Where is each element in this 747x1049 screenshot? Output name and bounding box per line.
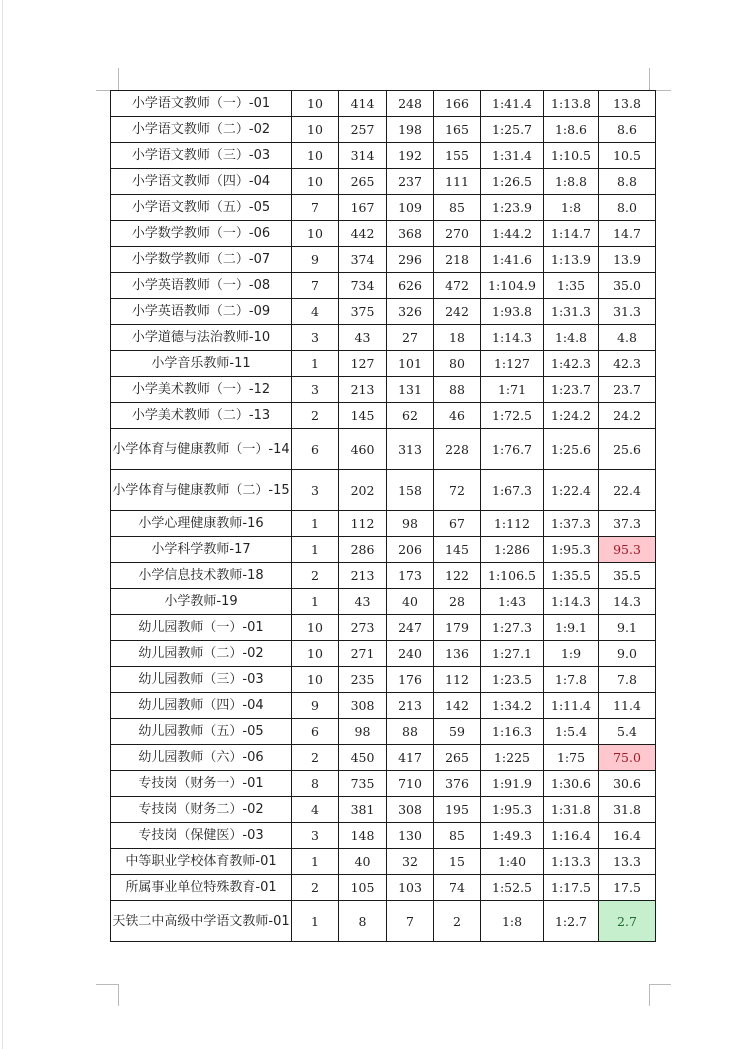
crop-mark-bottom-right-v [649, 984, 650, 1006]
quota-cell: 9 [292, 693, 339, 719]
table-row [111, 537, 656, 563]
applicants-cell: 148 [339, 823, 387, 849]
paid-cell: 376 [434, 771, 481, 797]
apply-ratio-cell: 1:27.1 [481, 641, 544, 667]
paid-ratio-cell: 1:22.4 [544, 470, 599, 511]
crop-mark-top-left-v [118, 68, 119, 90]
crop-mark-top-right-v [649, 68, 650, 90]
apply-ratio-cell: 1:14.3 [481, 325, 544, 351]
applicants-cell: 414 [339, 91, 387, 117]
passed-review-cell: 7 [387, 901, 434, 942]
competition-cell: 16.4 [599, 823, 656, 849]
competition-cell: 14.7 [599, 221, 656, 247]
table-row [111, 693, 656, 719]
applicants-cell: 286 [339, 537, 387, 563]
passed-review-cell: 176 [387, 667, 434, 693]
competition-cell: 14.3 [599, 589, 656, 615]
passed-review-cell: 32 [387, 849, 434, 875]
passed-review-cell: 109 [387, 195, 434, 221]
applicants-cell: 381 [339, 797, 387, 823]
apply-ratio-cell: 1:93.8 [481, 299, 544, 325]
apply-ratio-cell: 1:286 [481, 537, 544, 563]
applicants-cell: 271 [339, 641, 387, 667]
paid-ratio-cell: 1:14.3 [544, 589, 599, 615]
table-row [111, 901, 656, 942]
paid-cell: 74 [434, 875, 481, 901]
passed-review-cell: 98 [387, 511, 434, 537]
competition-cell: 30.6 [599, 771, 656, 797]
position-name-cell: 小学科学教师-17 [111, 537, 292, 563]
apply-ratio-cell: 1:127 [481, 351, 544, 377]
paid-cell: 228 [434, 429, 481, 470]
apply-ratio-cell: 1:34.2 [481, 693, 544, 719]
passed-review-cell: 710 [387, 771, 434, 797]
apply-ratio-cell: 1:41.6 [481, 247, 544, 273]
passed-review-cell: 88 [387, 719, 434, 745]
page-edge [2, 0, 3, 1049]
applicants-cell: 374 [339, 247, 387, 273]
position-name-cell: 幼儿园教师（二）-02 [111, 641, 292, 667]
paid-ratio-cell: 1:9 [544, 641, 599, 667]
crop-mark-bottom-left-h [96, 984, 118, 985]
paid-cell: 18 [434, 325, 481, 351]
apply-ratio-cell: 1:104.9 [481, 273, 544, 299]
quota-cell: 1 [292, 589, 339, 615]
apply-ratio-cell: 1:23.5 [481, 667, 544, 693]
competition-cell: 8.0 [599, 195, 656, 221]
table-row [111, 470, 656, 511]
passed-review-cell: 101 [387, 351, 434, 377]
passed-review-cell: 368 [387, 221, 434, 247]
competition-cell: 9.0 [599, 641, 656, 667]
paid-ratio-cell: 1:11.4 [544, 693, 599, 719]
passed-review-cell: 131 [387, 377, 434, 403]
paid-cell: 242 [434, 299, 481, 325]
applicants-cell: 202 [339, 470, 387, 511]
paid-cell: 179 [434, 615, 481, 641]
competition-cell: 17.5 [599, 875, 656, 901]
quota-cell: 2 [292, 563, 339, 589]
competition-cell: 75.0 [599, 745, 656, 771]
competition-cell: 35.5 [599, 563, 656, 589]
paid-ratio-cell: 1:9.1 [544, 615, 599, 641]
apply-ratio-cell: 1:26.5 [481, 169, 544, 195]
paid-ratio-cell: 1:5.4 [544, 719, 599, 745]
position-name-cell: 幼儿园教师（一）-01 [111, 615, 292, 641]
applicants-cell: 127 [339, 351, 387, 377]
paid-cell: 218 [434, 247, 481, 273]
table-row [111, 247, 656, 273]
position-name-cell: 所属事业单位特殊教育-01 [111, 875, 292, 901]
paid-ratio-cell: 1:8.8 [544, 169, 599, 195]
paid-ratio-cell: 1:16.4 [544, 823, 599, 849]
competition-cell: 22.4 [599, 470, 656, 511]
position-name-cell: 小学语文教师（三）-03 [111, 143, 292, 169]
paid-ratio-cell: 1:25.6 [544, 429, 599, 470]
applicants-cell: 450 [339, 745, 387, 771]
competition-cell: 42.3 [599, 351, 656, 377]
paid-cell: 142 [434, 693, 481, 719]
passed-review-cell: 173 [387, 563, 434, 589]
passed-review-cell: 308 [387, 797, 434, 823]
apply-ratio-cell: 1:71 [481, 377, 544, 403]
paid-ratio-cell: 1:14.7 [544, 221, 599, 247]
quota-cell: 10 [292, 91, 339, 117]
position-name-cell: 幼儿园教师（四）-04 [111, 693, 292, 719]
table-row [111, 589, 656, 615]
paid-cell: 28 [434, 589, 481, 615]
table-row [111, 745, 656, 771]
paid-cell: 166 [434, 91, 481, 117]
applicants-cell: 460 [339, 429, 387, 470]
apply-ratio-cell: 1:25.7 [481, 117, 544, 143]
table-row [111, 667, 656, 693]
position-name-cell: 小学语文教师（四）-04 [111, 169, 292, 195]
apply-ratio-cell: 1:16.3 [481, 719, 544, 745]
competition-cell: 37.3 [599, 511, 656, 537]
paid-ratio-cell: 1:13.9 [544, 247, 599, 273]
table-row [111, 195, 656, 221]
apply-ratio-cell: 1:23.9 [481, 195, 544, 221]
passed-review-cell: 103 [387, 875, 434, 901]
quota-cell: 4 [292, 299, 339, 325]
applicants-cell: 257 [339, 117, 387, 143]
applicants-cell: 442 [339, 221, 387, 247]
passed-review-cell: 296 [387, 247, 434, 273]
passed-review-cell: 326 [387, 299, 434, 325]
competition-cell: 31.8 [599, 797, 656, 823]
paid-ratio-cell: 1:35.5 [544, 563, 599, 589]
quota-cell: 6 [292, 429, 339, 470]
paid-ratio-cell: 1:24.2 [544, 403, 599, 429]
paid-cell: 46 [434, 403, 481, 429]
passed-review-cell: 62 [387, 403, 434, 429]
paid-cell: 59 [434, 719, 481, 745]
quota-cell: 4 [292, 797, 339, 823]
table-row [111, 169, 656, 195]
crop-mark-bottom-left-v [118, 984, 119, 1006]
passed-review-cell: 417 [387, 745, 434, 771]
position-name-cell: 专技岗（财务一）-01 [111, 771, 292, 797]
competition-cell: 8.8 [599, 169, 656, 195]
apply-ratio-cell: 1:44.2 [481, 221, 544, 247]
table-row [111, 299, 656, 325]
position-name-cell: 幼儿园教师（三）-03 [111, 667, 292, 693]
quota-cell: 8 [292, 771, 339, 797]
paid-ratio-cell: 1:95.3 [544, 537, 599, 563]
paid-cell: 265 [434, 745, 481, 771]
apply-ratio-cell: 1:91.9 [481, 771, 544, 797]
table-row [111, 273, 656, 299]
applicants-cell: 98 [339, 719, 387, 745]
passed-review-cell: 313 [387, 429, 434, 470]
table-row [111, 875, 656, 901]
apply-ratio-cell: 1:95.3 [481, 797, 544, 823]
paid-ratio-cell: 1:13.3 [544, 849, 599, 875]
quota-cell: 7 [292, 273, 339, 299]
paid-ratio-cell: 1:31.3 [544, 299, 599, 325]
table-row [111, 771, 656, 797]
paid-cell: 67 [434, 511, 481, 537]
table-row [111, 377, 656, 403]
quota-cell: 10 [292, 117, 339, 143]
position-name-cell: 小学美术教师（二）-13 [111, 403, 292, 429]
applicants-cell: 145 [339, 403, 387, 429]
apply-ratio-cell: 1:40 [481, 849, 544, 875]
paid-cell: 88 [434, 377, 481, 403]
applicants-cell: 235 [339, 667, 387, 693]
position-name-cell: 小学道德与法治教师-10 [111, 325, 292, 351]
paid-cell: 270 [434, 221, 481, 247]
competition-cell: 35.0 [599, 273, 656, 299]
paid-cell: 80 [434, 351, 481, 377]
competition-cell: 10.5 [599, 143, 656, 169]
recruitment-ratio-table [110, 90, 656, 942]
position-name-cell: 小学语文教师（五）-05 [111, 195, 292, 221]
passed-review-cell: 248 [387, 91, 434, 117]
table-row [111, 429, 656, 470]
position-name-cell: 中等职业学校体育教师-01 [111, 849, 292, 875]
paid-ratio-cell: 1:17.5 [544, 875, 599, 901]
paid-ratio-cell: 1:2.7 [544, 901, 599, 942]
quota-cell: 3 [292, 377, 339, 403]
applicants-cell: 213 [339, 377, 387, 403]
paid-ratio-cell: 1:23.7 [544, 377, 599, 403]
competition-cell: 9.1 [599, 615, 656, 641]
apply-ratio-cell: 1:31.4 [481, 143, 544, 169]
quota-cell: 1 [292, 901, 339, 942]
competition-cell: 25.6 [599, 429, 656, 470]
position-name-cell: 天铁二中高级中学语文教师-01 [111, 901, 292, 942]
applicants-cell: 8 [339, 901, 387, 942]
competition-cell: 4.8 [599, 325, 656, 351]
passed-review-cell: 240 [387, 641, 434, 667]
position-name-cell: 专技岗（财务二）-02 [111, 797, 292, 823]
table-row [111, 849, 656, 875]
applicants-cell: 105 [339, 875, 387, 901]
paid-cell: 72 [434, 470, 481, 511]
applicants-cell: 375 [339, 299, 387, 325]
table-row [111, 563, 656, 589]
apply-ratio-cell: 1:72.5 [481, 403, 544, 429]
position-name-cell: 小学信息技术教师-18 [111, 563, 292, 589]
competition-cell: 2.7 [599, 901, 656, 942]
paid-cell: 155 [434, 143, 481, 169]
competition-cell: 13.8 [599, 91, 656, 117]
paid-ratio-cell: 1:75 [544, 745, 599, 771]
apply-ratio-cell: 1:67.3 [481, 470, 544, 511]
applicants-cell: 308 [339, 693, 387, 719]
quota-cell: 3 [292, 823, 339, 849]
crop-mark-bottom-right-h [649, 984, 671, 985]
position-name-cell: 幼儿园教师（五）-05 [111, 719, 292, 745]
quota-cell: 1 [292, 511, 339, 537]
passed-review-cell: 158 [387, 470, 434, 511]
quota-cell: 2 [292, 745, 339, 771]
applicants-cell: 167 [339, 195, 387, 221]
competition-cell: 13.3 [599, 849, 656, 875]
quota-cell: 1 [292, 849, 339, 875]
competition-cell: 23.7 [599, 377, 656, 403]
apply-ratio-cell: 1:41.4 [481, 91, 544, 117]
passed-review-cell: 27 [387, 325, 434, 351]
passed-review-cell: 247 [387, 615, 434, 641]
paid-cell: 85 [434, 823, 481, 849]
position-name-cell: 小学心理健康教师-16 [111, 511, 292, 537]
apply-ratio-cell: 1:27.3 [481, 615, 544, 641]
quota-cell: 10 [292, 143, 339, 169]
paid-ratio-cell: 1:42.3 [544, 351, 599, 377]
position-name-cell: 小学英语教师（二）-09 [111, 299, 292, 325]
table-row [111, 91, 656, 117]
table-row [111, 797, 656, 823]
passed-review-cell: 213 [387, 693, 434, 719]
paid-cell: 145 [434, 537, 481, 563]
applicants-cell: 112 [339, 511, 387, 537]
paid-cell: 136 [434, 641, 481, 667]
table-row [111, 325, 656, 351]
quota-cell: 9 [292, 247, 339, 273]
quota-cell: 3 [292, 470, 339, 511]
table-row [111, 641, 656, 667]
quota-cell: 10 [292, 221, 339, 247]
competition-cell: 31.3 [599, 299, 656, 325]
competition-cell: 7.8 [599, 667, 656, 693]
position-name-cell: 小学体育与健康教师（一）-14 [111, 429, 292, 470]
position-name-cell: 小学体育与健康教师（二）-15 [111, 470, 292, 511]
paid-cell: 165 [434, 117, 481, 143]
passed-review-cell: 130 [387, 823, 434, 849]
quota-cell: 10 [292, 667, 339, 693]
passed-review-cell: 206 [387, 537, 434, 563]
competition-cell: 95.3 [599, 537, 656, 563]
passed-review-cell: 237 [387, 169, 434, 195]
applicants-cell: 314 [339, 143, 387, 169]
paid-cell: 111 [434, 169, 481, 195]
apply-ratio-cell: 1:112 [481, 511, 544, 537]
table-row [111, 615, 656, 641]
position-name-cell: 小学数学教师（二）-07 [111, 247, 292, 273]
paid-ratio-cell: 1:35 [544, 273, 599, 299]
competition-cell: 11.4 [599, 693, 656, 719]
quota-cell: 2 [292, 403, 339, 429]
paid-ratio-cell: 1:31.8 [544, 797, 599, 823]
applicants-cell: 43 [339, 325, 387, 351]
paid-ratio-cell: 1:8.6 [544, 117, 599, 143]
paid-cell: 122 [434, 563, 481, 589]
position-name-cell: 小学英语教师（一）-08 [111, 273, 292, 299]
quota-cell: 1 [292, 351, 339, 377]
position-name-cell: 小学教师-19 [111, 589, 292, 615]
competition-cell: 8.6 [599, 117, 656, 143]
position-name-cell: 小学语文教师（一）-01 [111, 91, 292, 117]
paid-cell: 195 [434, 797, 481, 823]
paid-ratio-cell: 1:7.8 [544, 667, 599, 693]
quota-cell: 7 [292, 195, 339, 221]
applicants-cell: 43 [339, 589, 387, 615]
applicants-cell: 734 [339, 273, 387, 299]
quota-cell: 10 [292, 615, 339, 641]
table-row [111, 143, 656, 169]
apply-ratio-cell: 1:49.3 [481, 823, 544, 849]
paid-cell: 112 [434, 667, 481, 693]
applicants-cell: 213 [339, 563, 387, 589]
paid-ratio-cell: 1:13.8 [544, 91, 599, 117]
apply-ratio-cell: 1:43 [481, 589, 544, 615]
passed-review-cell: 40 [387, 589, 434, 615]
paid-cell: 15 [434, 849, 481, 875]
passed-review-cell: 198 [387, 117, 434, 143]
paid-ratio-cell: 1:30.6 [544, 771, 599, 797]
passed-review-cell: 626 [387, 273, 434, 299]
table-row [111, 511, 656, 537]
competition-cell: 13.9 [599, 247, 656, 273]
apply-ratio-cell: 1:52.5 [481, 875, 544, 901]
paid-ratio-cell: 1:37.3 [544, 511, 599, 537]
paid-cell: 85 [434, 195, 481, 221]
position-name-cell: 小学数学教师（一）-06 [111, 221, 292, 247]
table-row [111, 403, 656, 429]
paid-ratio-cell: 1:4.8 [544, 325, 599, 351]
quota-cell: 10 [292, 641, 339, 667]
position-name-cell: 小学美术教师（一）-12 [111, 377, 292, 403]
table-row [111, 719, 656, 745]
apply-ratio-cell: 1:106.5 [481, 563, 544, 589]
paid-ratio-cell: 1:8 [544, 195, 599, 221]
applicants-cell: 265 [339, 169, 387, 195]
applicants-cell: 40 [339, 849, 387, 875]
applicants-cell: 273 [339, 615, 387, 641]
competition-cell: 5.4 [599, 719, 656, 745]
paid-ratio-cell: 1:10.5 [544, 143, 599, 169]
paid-cell: 472 [434, 273, 481, 299]
position-name-cell: 专技岗（保健医）-03 [111, 823, 292, 849]
quota-cell: 10 [292, 169, 339, 195]
table-row [111, 117, 656, 143]
quota-cell: 2 [292, 875, 339, 901]
apply-ratio-cell: 1:8 [481, 901, 544, 942]
table-row [111, 823, 656, 849]
competition-cell: 24.2 [599, 403, 656, 429]
position-name-cell: 小学语文教师（二）-02 [111, 117, 292, 143]
table-row [111, 221, 656, 247]
apply-ratio-cell: 1:76.7 [481, 429, 544, 470]
table-body [111, 91, 656, 942]
paid-cell: 2 [434, 901, 481, 942]
quota-cell: 3 [292, 325, 339, 351]
position-name-cell: 幼儿园教师（六）-06 [111, 745, 292, 771]
quota-cell: 6 [292, 719, 339, 745]
passed-review-cell: 192 [387, 143, 434, 169]
apply-ratio-cell: 1:225 [481, 745, 544, 771]
position-name-cell: 小学音乐教师-11 [111, 351, 292, 377]
quota-cell: 1 [292, 537, 339, 563]
applicants-cell: 735 [339, 771, 387, 797]
table-row [111, 351, 656, 377]
